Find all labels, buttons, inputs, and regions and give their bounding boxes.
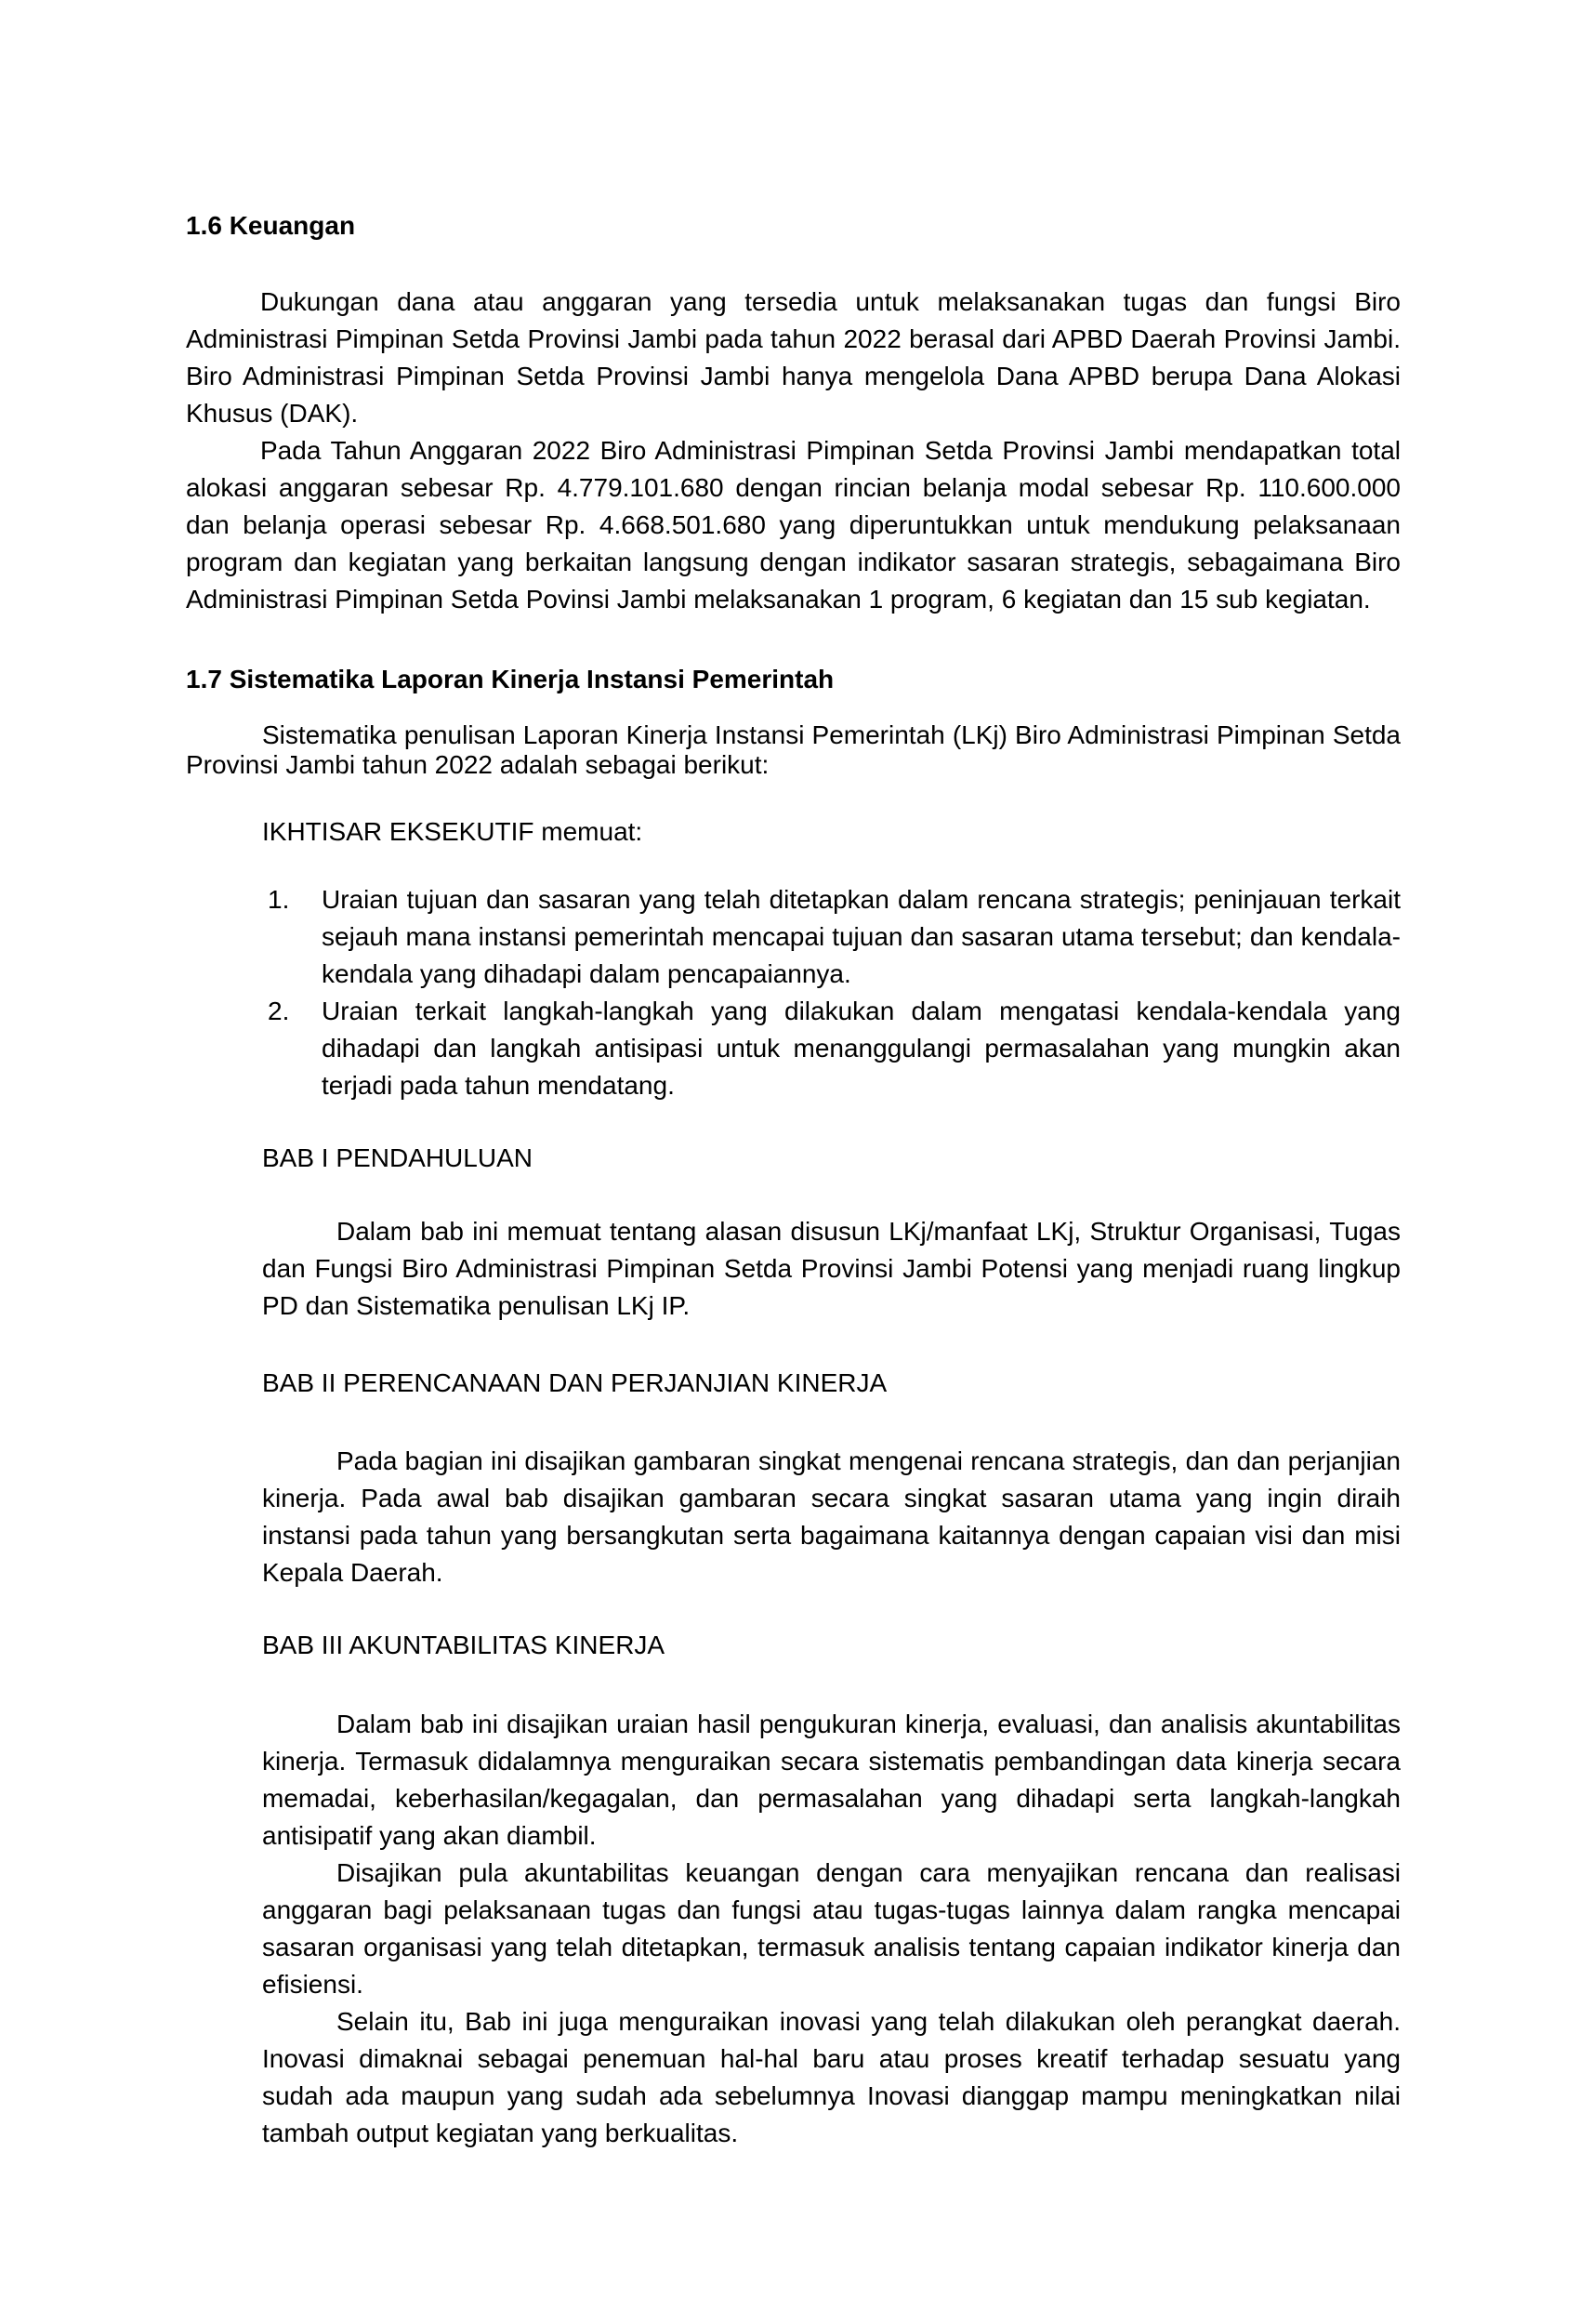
section-1-6-paragraph: Dukungan dana atau anggaran yang tersedia untuk melaksanakan tugas dan fungsi Biro Administrasi Pimpinan Setda Provinsi Jambi pada tahun 2022 berasal dari APBD Daerah Provinsi Jambi. Biro Administrasi Pimpinan Setda Provinsi Jambi hanya mengelola Dana APBD berupa Dana Alokasi Khusus (DAK). [186, 287, 1401, 428]
section-1-7-intro-paragraph: Sistematika penulisan Laporan Kinerja Instansi Pemerintah (LKj) Biro Administrasi Pimpinan Setda Provinsi Jambi tahun 2022 adalah sebagai berikut: [186, 720, 1401, 779]
chapter-title-bab-3: BAB III AKUNTABILITAS KINERJA [262, 1631, 665, 1659]
list-number: 2. [268, 997, 290, 1025]
chapter-paragraph: Selain itu, Bab ini juga menguraikan inovasi yang telah dilakukan oleh perangkat daerah. Inovasi dimaknai sebagai penemuan hal-hal baru atau proses kreatif terhadap sesuatu yang sudah ada maupun yang sudah ada sebelumnya Inovasi dianggap mampu meningkatkan nilai tambah output kegiatan yang berkualitas. [262, 2007, 1401, 2147]
list-text: Uraian tujuan dan sasaran yang telah ditetapkan dalam rencana strategis; peninjauan terkait sejauh mana instansi pemerintah mencapai tujuan dan sasaran utama tersebut; dan kendala-kendala yang dihadapi dalam pencapaiannya. [322, 885, 1401, 988]
chapter-title-bab-1: BAB I PENDAHULUAN [262, 1143, 533, 1172]
section-1-6-paragraph: Pada Tahun Anggaran 2022 Biro Administrasi Pimpinan Setda Provinsi Jambi mendapatkan total alokasi anggaran sebesar Rp. 4.779.101.680 dengan rincian belanja modal sebesar Rp. 110.600.000 dan belanja operasi sebesar Rp. 4.668.501.680 yang diperuntukkan untuk mendukung pelaksanaan program dan kegiatan yang berkaitan langsung dengan indikator sasaran strategis, sebagaimana Biro Administrasi Pimpinan Setda Povinsi Jambi melaksanakan 1 program, 6 kegiatan dan 15 sub kegiatan. [186, 436, 1401, 614]
chapter-title-bab-2: BAB II PERENCANAAN DAN PERJANJIAN KINERJA [262, 1368, 888, 1397]
section-1-7-heading: 1.7 Sistematika Laporan Kinerja Instansi Pemerintah [186, 665, 835, 693]
section-1-6-heading: 1.6 Keuangan [186, 211, 356, 240]
chapter-paragraph: Disajikan pula akuntabilitas keuangan dengan cara menyajikan rencana dan realisasi anggaran bagi pelaksanaan tugas dan fungsi atau tugas-tugas lainnya dalam rangka mencapai sasaran organisasi yang telah ditetapkan, termasuk analisis tentang capaian indikator kinerja dan efisiensi. [262, 1858, 1401, 1999]
chapter-paragraph: Dalam bab ini memuat tentang alasan disusun LKj/manfaat LKj, Struktur Organisasi, Tugas dan Fungsi Biro Administrasi Pimpinan Setda Provinsi Jambi Potensi yang menjadi ruang lingkup PD dan Sistematika penulisan LKj IP. [262, 1217, 1401, 1320]
sistematika-block [262, 813, 1401, 2152]
chapter-paragraph: Dalam bab ini disajikan uraian hasil pengukuran kinerja, evaluasi, dan analisis akuntabilitas kinerja. Termasuk didalamnya menguraikan secara sistematis pembandingan data kinerja secara memadai, keberhasilan/kegagalan, dan permasalahan yang dihadapi serta langkah-langkah antisipatif yang akan diambil. [262, 1710, 1401, 1850]
list-item [268, 881, 1401, 993]
list-item [268, 993, 1401, 1104]
chapter-paragraph: Pada bagian ini disajikan gambaran singkat mengenai rencana strategis, dan dan perjanjian kinerja. Pada awal bab disajikan gambaran secara singkat sasaran utama yang ingin diraih instansi pada tahun yang bersangkutan serta bagaimana kaitannya dengan capaian visi dan misi Kepala Daerah. [262, 1446, 1401, 1587]
list-number: 1. [268, 885, 290, 914]
ikhtisar-label: IKHTISAR EKSEKUTIF memuat: [262, 817, 643, 846]
list-text: Uraian terkait langkah-langkah yang dilakukan dalam mengatasi kendala-kendala yang dihadapi dan langkah antisipasi untuk menanggulangi permasalahan yang mungkin akan terjadi pada tahun mendatang. [322, 997, 1401, 1100]
ikhtisar-list [268, 881, 1401, 1104]
